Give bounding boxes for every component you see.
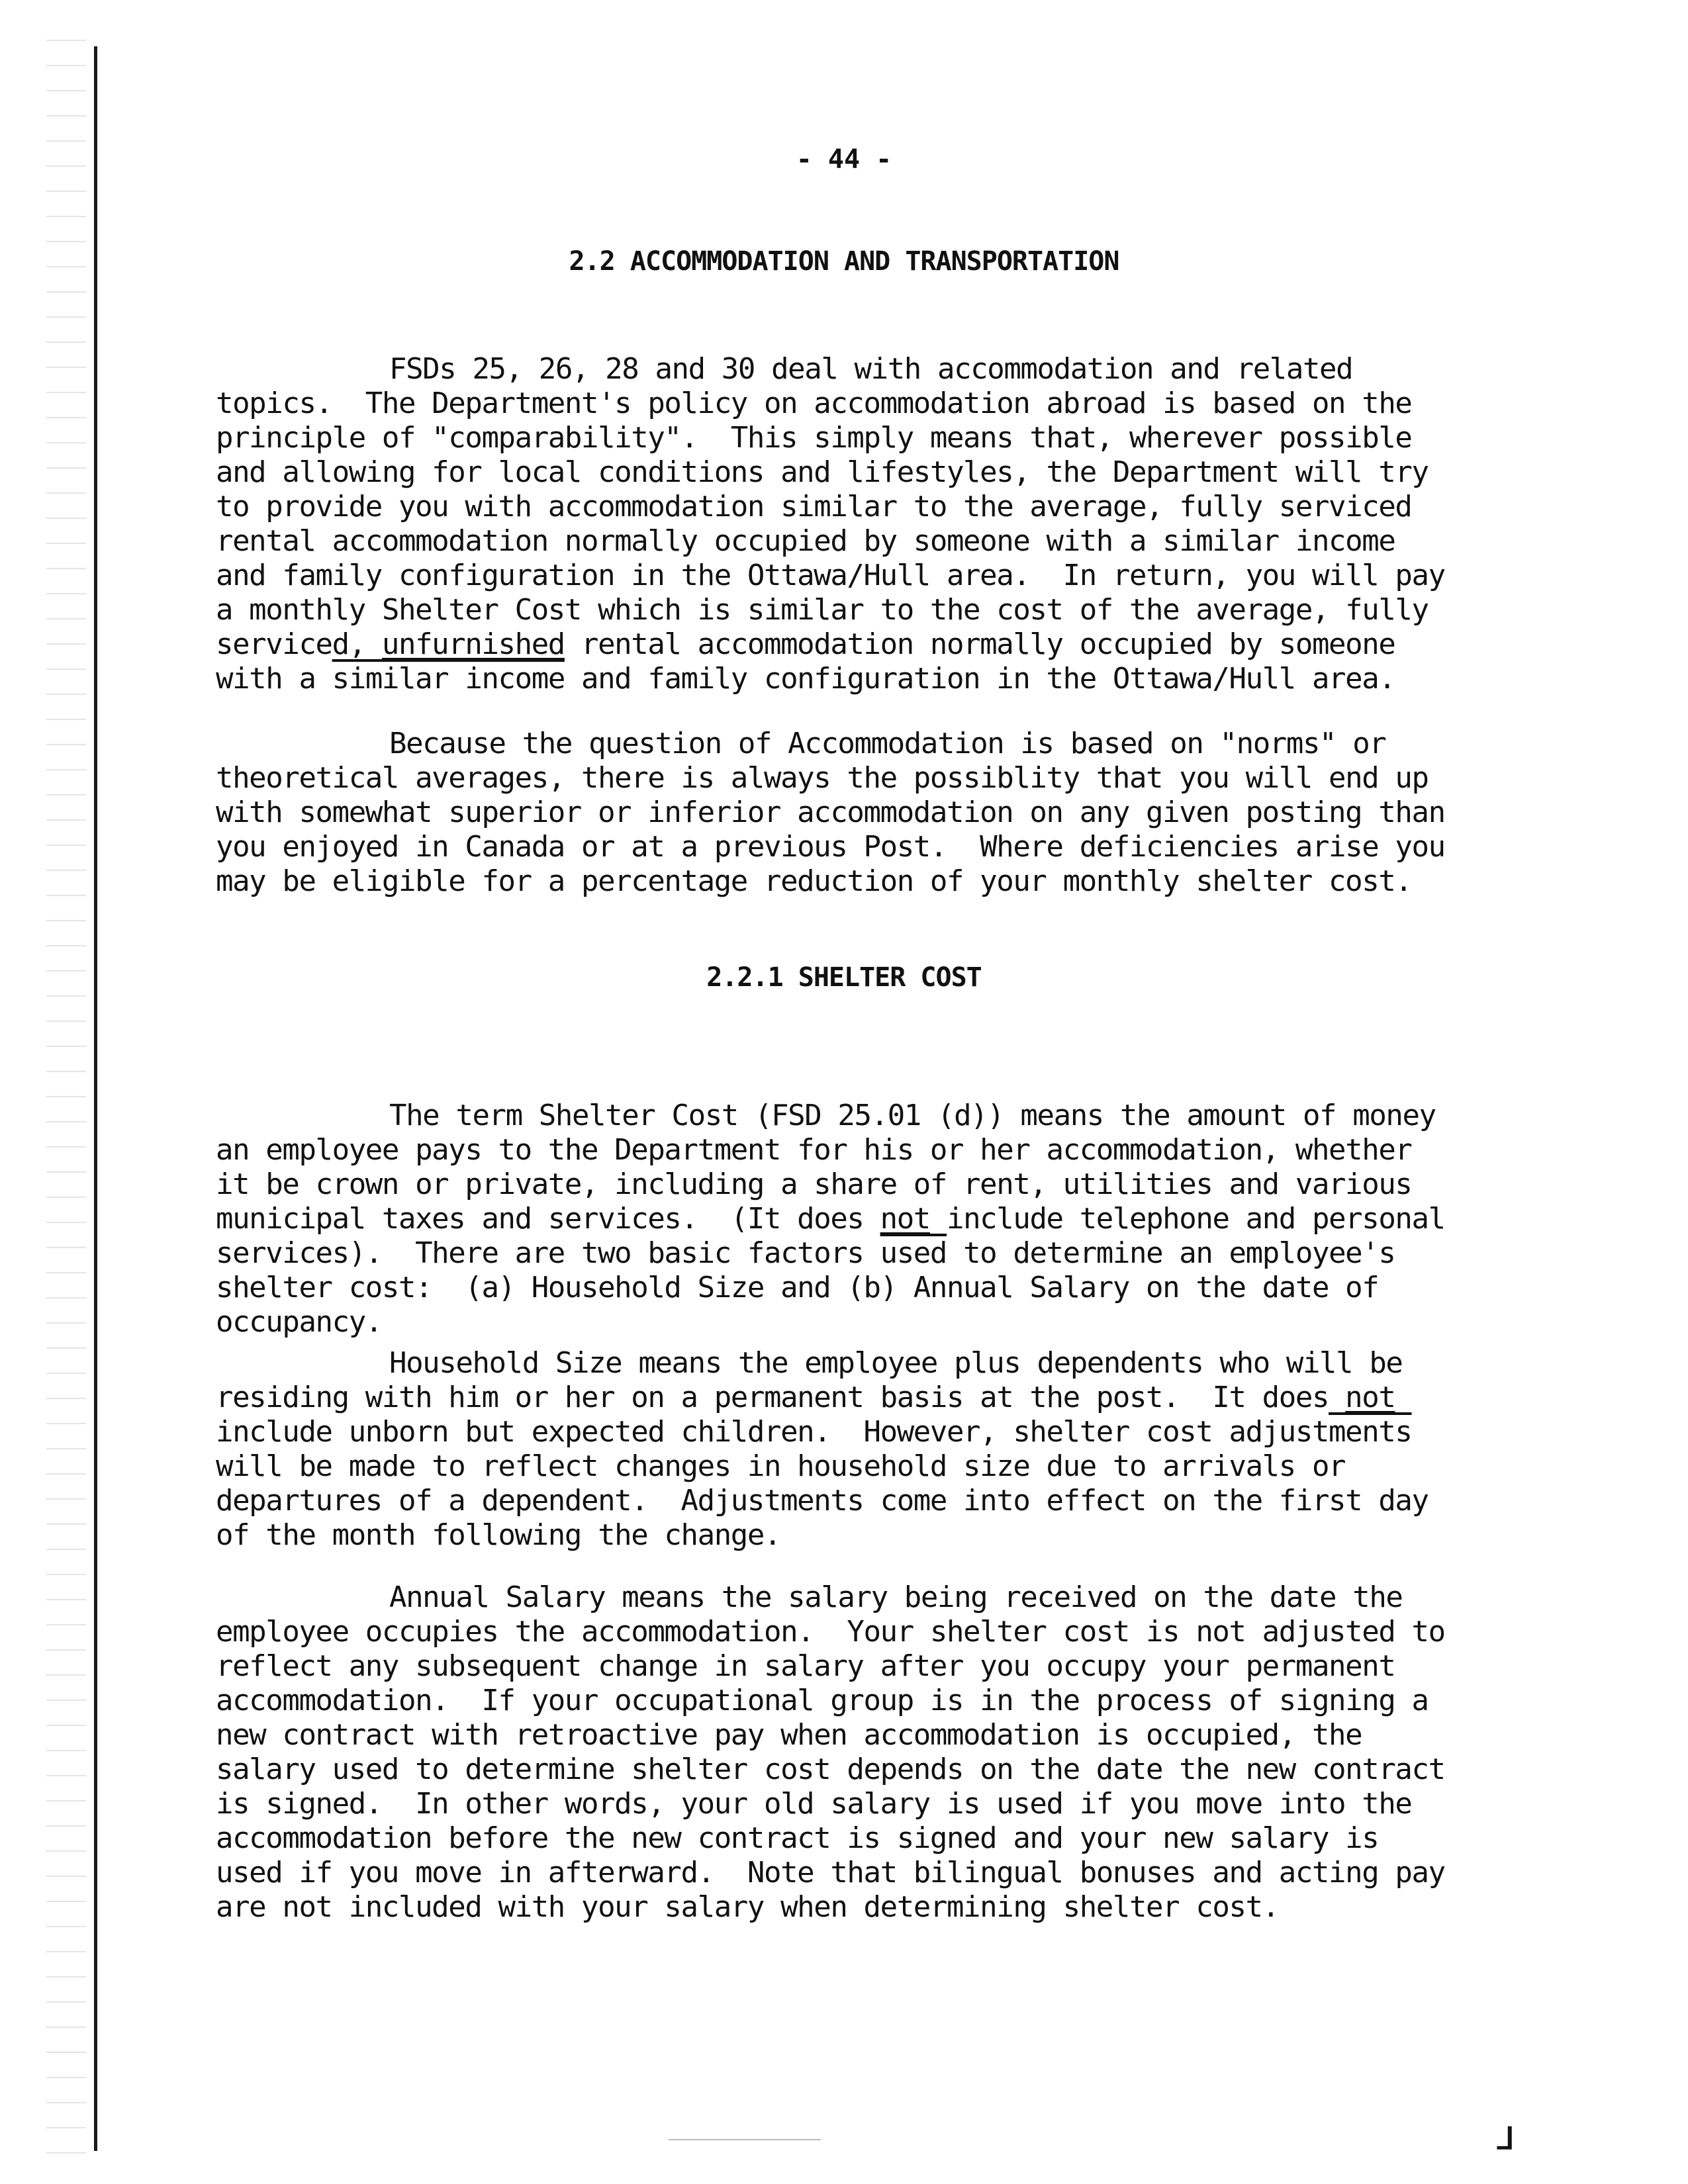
underlined-term: not [1345,1381,1395,1414]
overlined-term: used [880,1236,947,1270]
text-line: Annual Salary means the salary being received on the date the [389,1580,1403,1614]
text-line: shelter cost: (a) Household Size and (b) Annual Salary on the date of [216,1271,1379,1304]
text-segment: services). There are two basic factors [216,1236,880,1270]
text-line: are not included with your salary when determining shelter cost. [216,1890,1279,1924]
text-line [216,1202,1513,1236]
text-line [216,1415,1513,1449]
text-line: used if you move in afterward. Note that bilingual bonuses and acting pay [216,1856,1445,1889]
footer-rule [669,2139,821,2140]
paragraph-shelter-cost-definition [216,1099,1513,1340]
text-line: The term Shelter Cost (FSD 25.01 (d)) means the amount of money [389,1099,1436,1132]
binding-edge-line [94,46,97,2151]
text-line: Household Size means the employee plus dependents who will be [389,1346,1403,1380]
text-segment: serviced, [216,627,382,661]
paragraph-annual-salary [216,1580,1513,1925]
text-line: Because the question of Accommodation is based on "norms" or [389,727,1386,760]
section-heading: 2.2 ACCOMMODATION AND TRANSPORTATION [569,246,1119,277]
subsection-heading: 2.2.1 SHELTER COST [706,962,982,993]
text-segment: and family configuration in the Ottawa/Hull area. [564,662,1395,696]
corner-mark-icon: ⅃ [1497,2120,1515,2156]
text-line: rental accommodation normally occupied by someone with a similar income [216,524,1395,558]
text-line: occupancy. [216,1305,382,1339]
paragraph-accommodation-intro [216,352,1513,696]
underlined-term: not [880,1202,930,1236]
text-line: you enjoyed in Canada or at a previous Post. Where deficiencies arise you [216,830,1445,864]
text-segment: residing with him or her on a permanent basis at the post. It does [216,1381,1346,1414]
text-line: may be eligible for a percentage reduction of your monthly shelter cost. [216,864,1412,898]
text-line: salary used to determine shelter cost depends on the date the new contract [216,1752,1445,1786]
overlined-term: similar income [332,662,565,696]
text-line: to provide you with accommodation similar to the average, fully serviced [216,490,1412,523]
text-line: and family configuration in the Ottawa/Hull area. In return, you will pay [216,559,1445,592]
text-line: is signed. In other words, your old salary is used if you move into the [216,1787,1412,1821]
text-segment: with a [216,662,332,696]
text-line: employee occupies the accommodation. Your shelter cost is not adjusted to [216,1615,1445,1649]
text-segment: municipal taxes and services. (It does [216,1202,880,1236]
text-segment: include telephone and personal [929,1202,1445,1236]
text-line: a monthly Shelter Cost which is similar to the cost of the average, fully [216,593,1429,627]
text-segment: to determine an employee's [947,1236,1395,1270]
text-line: reflect any subsequent change in salary after you occupy your permanent [216,1649,1395,1683]
text-line [216,627,1513,662]
text-line [216,662,1513,696]
text-line: of the month following the change. [216,1518,781,1552]
text-line: it be crown or private, including a share of rent, utilities and various [216,1167,1412,1201]
text-line: principle of "comparability". This simply means that, wherever possible [216,421,1412,455]
text-line: will be made to reflect changes in household size due to arrivals or [216,1449,1346,1483]
text-line: accommodation before the new contract is signed and your new salary is [216,1821,1379,1855]
text-line: an employee pays to the Department for his or her accommodation, whether [216,1133,1412,1167]
text-line: with somewhat superior or inferior accommodation on any given posting than [216,796,1445,829]
text-segment: rental accommodation normally occupied by someone [564,627,1395,661]
text-line: departures of a dependent. Adjustments come into effect on the first day [216,1484,1429,1518]
text-segment: include unborn but expected children. However, shelter cost adjust [216,1415,1329,1449]
text-line [216,1236,1513,1271]
text-line: FSDs 25, 26, 28 and 30 deal with accommodation and related [389,352,1353,386]
text-line: topics. The Department's policy on accommodation abroad is based on the [216,387,1412,420]
text-line: new contract with retroactive pay when accommodation is occupied, the [216,1718,1362,1752]
text-line: theoretical averages, there is always the possiblity that you will end up [216,761,1429,795]
page-number: - 44 - [796,144,892,175]
paragraph-household-size [216,1346,1513,1553]
paragraph-norms [216,727,1513,899]
binding-shadow [46,40,86,2158]
text-line: accommodation. If your occupational group is in the process of signing a [216,1684,1429,1717]
overlined-term: ments [1329,1415,1412,1449]
underlined-term: unfurnished [381,627,565,661]
text-line [216,1381,1513,1415]
text-line: and allowing for local conditions and lifestyles, the Department will try [216,455,1429,489]
